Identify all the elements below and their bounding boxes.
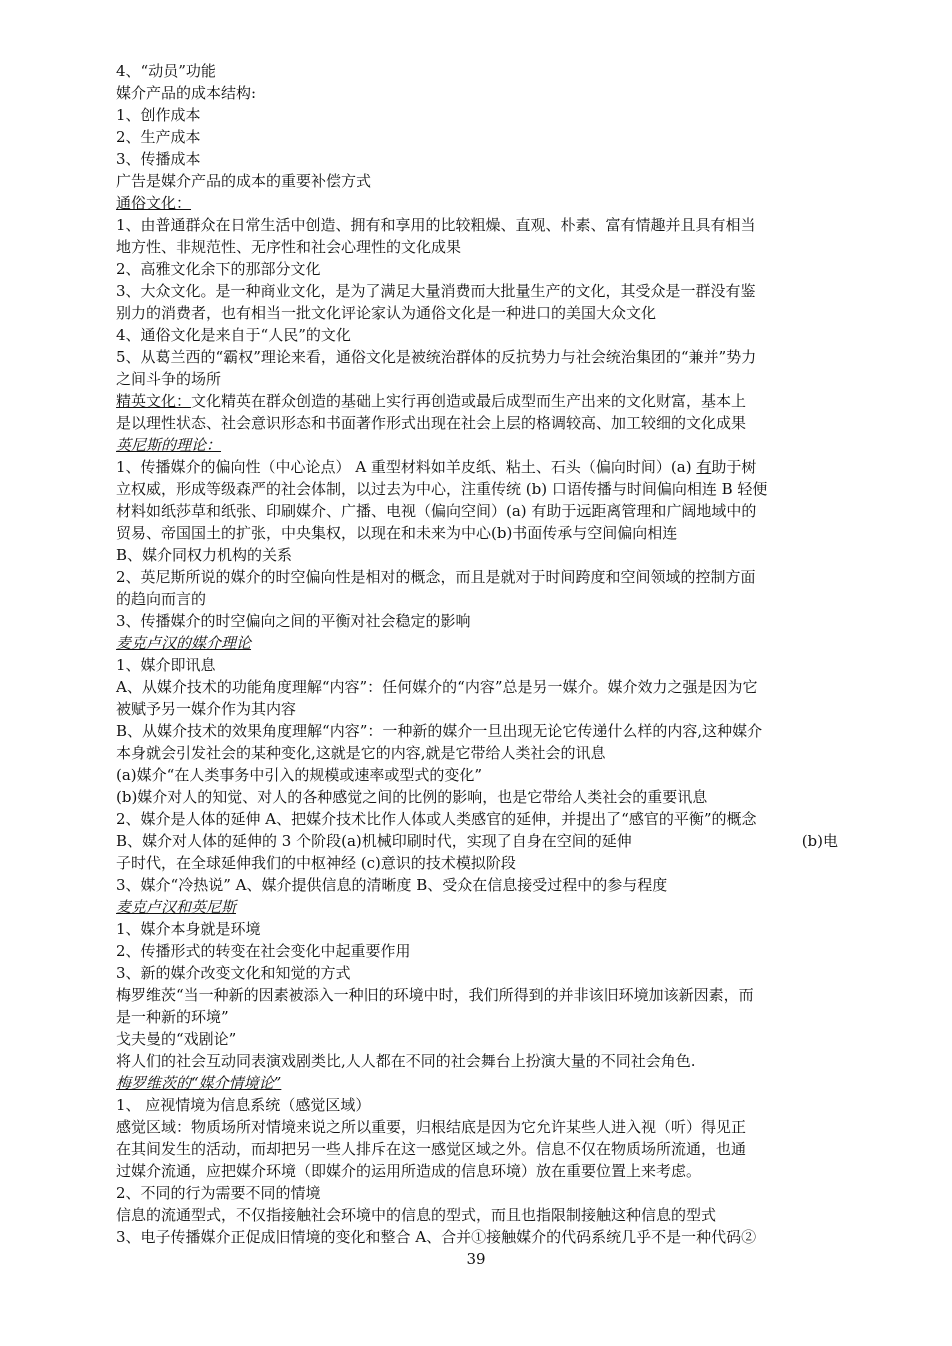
mcluhan-stage-text-right: (b)电 <box>801 832 838 850</box>
text-line: 2、生产成本 <box>116 128 201 146</box>
text-line: 3、新的媒介改变文化和知觉的方式 <box>116 964 351 982</box>
section-heading-elite-culture: 精英文化： <box>116 392 192 410</box>
innis-bias-text: 1、传播媒介的偏向性（中心论点） A 重型材料如羊皮纸、粘土、石头（偏向时间）(a) <box>116 458 697 476</box>
text-line: 4、“动员”功能 <box>116 62 216 80</box>
text-line: 贸易、帝国国土的扩张，中央集权，以现在和未来为中心(b)书面传承与空间偏向相连 <box>116 524 678 542</box>
text-line: B、从媒介技术的效果角度理解“内容”：一种新的媒介一旦出现无论它传递什么样的内容,这种媒介 <box>116 722 763 740</box>
elite-culture-definition: 文化精英在群众创造的基础上实行再创造或最后成型而生产出来的文化财富，基本上 <box>191 392 747 410</box>
text-line: 3、传播媒介的时空偏向之间的平衡对社会稳定的影响 <box>116 612 471 630</box>
innis-bias-text-end: 助于树 <box>711 458 757 476</box>
text-line: 将人们的社会互动同表演戏剧类比,人人都在不同的社会舞台上扮演大量的不同社会角色. <box>116 1052 696 1070</box>
text-line: 媒介产品的成本结构: <box>116 84 257 102</box>
text-line: 是以理性状态、社会意识形态和书面著作形式出现在社会上层的格调较高、加工较细的文化成果 <box>116 414 747 432</box>
text-line: 子时代，在全球延伸我们的中枢神经 (c)意识的技术模拟阶段 <box>116 854 516 872</box>
text-line: 1、由普通群众在日常生活中创造、拥有和享用的比较粗燥、直观、朴素、富有情趣并且具有相当 <box>116 216 756 234</box>
mcluhan-stage-text: B、媒介对人体的延伸的 3 个阶段(a)机械印刷时代，实现了自身在空间的延伸 <box>116 832 632 850</box>
text-line: 广告是媒介产品的成本的重要补偿方式 <box>116 172 372 190</box>
text-line: 3、媒介“冷热说” A、媒介提供信息的清晰度 B、受众在信息接受过程中的参与程度 <box>116 876 668 894</box>
text-line: 之间斗争的场所 <box>116 370 222 388</box>
section-heading-innis-theory: 英尼斯的理论： <box>116 436 222 454</box>
text-line: 1、媒介即讯息 <box>116 656 216 674</box>
text-line: 信息的流通型式，不仅指接触社会环境中的信息的型式，而且也指限制接触这种信息的型式 <box>116 1206 717 1224</box>
underlined-word: 有 <box>696 458 712 476</box>
text-line: 戈夫曼的“戏剧论” <box>116 1030 237 1048</box>
text-line: 地方性、非规范性、无序性和社会心理性的文化成果 <box>116 238 462 256</box>
page-number: 39 <box>466 1250 486 1268</box>
text-line: 别力的消费者，也有相当一批文化评论家认为通俗文化是一种进口的美国大众文化 <box>116 304 657 322</box>
text-line: 4、通俗文化是来自于“人民”的文化 <box>116 326 351 344</box>
text-line: 的趋向而言的 <box>116 590 207 608</box>
text-line: 3、电子传播媒介正促成旧情境的变化和整合 A、合并①接触媒介的代码系统几乎不是一种代码② <box>116 1228 757 1246</box>
text-line: 5、从葛兰西的“霸权”理论来看，通俗文化是被统治群体的反抗势力与社会统治集团的“兼并”势力 <box>116 348 757 366</box>
text-line: 过媒介流通，应把媒介环境（即媒介的运用所造成的信息环境）放在重要位置上来考虑。 <box>116 1162 702 1180</box>
text-line: 1、 应视情境为信息系统（感觉区域） <box>116 1096 371 1114</box>
text-line: 3、大众文化。是一种商业文化，是为了满足大量消费而大批量生产的文化，其受众是一群没有鉴 <box>116 282 756 300</box>
text-line: 是一种新的环境” <box>116 1008 229 1026</box>
text-line: 感觉区域：物质场所对情境来说之所以重要，归根结底是因为它允许某些人进入视（听）得见正 <box>116 1118 747 1136</box>
text-line <box>116 390 838 412</box>
text-line: 2、传播形式的转变在社会变化中起重要作用 <box>116 942 411 960</box>
text-line: 立权威，形成等级森严的社会体制，以过去为中心，注重传统 (b) 口语传播与时间偏向相连 B 轻便 <box>116 480 768 498</box>
text-line: 在其间发生的活动，而却把另一些人排斥在这一感觉区域之外。信息不仅在物质场所流通，也通 <box>116 1140 747 1158</box>
text-line: 2、高雅文化余下的那部分文化 <box>116 260 321 278</box>
text-line: B、媒介同权力机构的关系 <box>116 546 293 564</box>
text-line: A、从媒介技术的功能角度理解“内容”：任何媒介的“内容”总是另一媒介。媒介效力之强是因为它 <box>116 678 758 696</box>
text-line: (b)媒介对人的知觉、对人的各种感觉之间的比例的影响，也是它带给人类社会的重要讯息 <box>116 788 708 806</box>
section-heading-mcluhan-innis: 麦克卢汉和英尼斯 <box>116 898 237 916</box>
text-line: 1、媒介本身就是环境 <box>116 920 261 938</box>
text-line: 2、媒介是人体的延伸 A、把媒介技术比作人体或人类感官的延伸，并提出了“感官的平衡”的概念 <box>116 810 757 828</box>
text-line: 材料如纸莎草和纸张、印刷媒介、广播、电视（偏向空间）(a) 有助于远距离管理和广阔地域中的 <box>116 502 757 520</box>
section-heading-mcluhan-theory: 麦克卢汉的媒介理论 <box>116 634 252 652</box>
document-body <box>116 60 838 1248</box>
section-heading-meyrowitz-theory: 梅罗维茨的“媒介情境论” <box>116 1074 282 1092</box>
text-line: 3、传播成本 <box>116 150 201 168</box>
text-line: 2、英尼斯所说的媒介的时空偏向性是相对的概念，而且是就对于时间跨度和空间领域的控制方面 <box>116 568 756 586</box>
text-line: 2、不同的行为需要不同的情境 <box>116 1184 321 1202</box>
text-line <box>116 830 838 852</box>
text-line: 1、创作成本 <box>116 106 201 124</box>
text-line: 本身就会引发社会的某种变化,这就是它的内容,就是它带给人类社会的讯息 <box>116 744 606 762</box>
text-line: 被赋予另一媒介作为其内容 <box>116 700 297 718</box>
section-heading-popular-culture: 通俗文化： <box>116 194 192 212</box>
text-line <box>116 456 838 478</box>
text-line: (a)媒介“在人类事务中引入的规模或速率或型式的变化” <box>116 766 482 784</box>
text-line: 梅罗维茨“当一种新的因素被添入一种旧的环境中时，我们所得到的并非该旧环境加该新因素，而 <box>116 986 754 1004</box>
